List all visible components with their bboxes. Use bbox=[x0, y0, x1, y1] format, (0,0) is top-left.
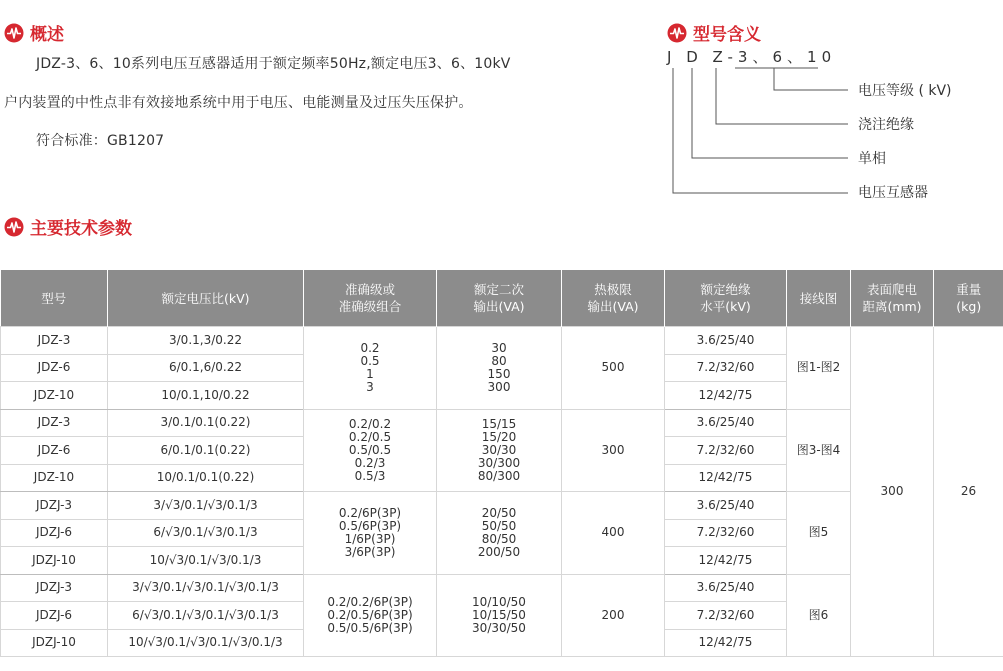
overview-line-1: JDZ-3、6、10系列电压互感器适用于额定频率50Hz,额定电压3、6、10kV bbox=[36, 56, 511, 72]
wiring-cell: 图5 bbox=[787, 492, 851, 575]
model-cell: JDZJ-6 bbox=[1, 602, 108, 630]
model-cell: JDZ-3 bbox=[1, 409, 108, 437]
ratio-cell: 6/√3/0.1/√3/0.1/√3/0.1/3 bbox=[108, 602, 304, 630]
table-header-row bbox=[1, 270, 1003, 327]
wiring-cell: 图3-图4 bbox=[787, 409, 851, 492]
accuracy-cell: 0.2/0.2/6P(3P) 0.2/0.5/6P(3P) 0.5/0.5/6P(3P) bbox=[304, 574, 437, 657]
ratio-cell: 3/√3/0.1/√3/0.1/√3/0.1/3 bbox=[108, 574, 304, 602]
model-cell: JDZ-3 bbox=[1, 327, 108, 355]
overview-line-3: 符合标准：GB1207 bbox=[36, 133, 165, 149]
thermal-cell: 300 bbox=[562, 409, 665, 492]
model-cell: JDZJ-3 bbox=[1, 492, 108, 520]
insulation-cell: 7.2/32/60 bbox=[665, 354, 787, 382]
insulation-cell: 3.6/25/40 bbox=[665, 574, 787, 602]
model-cell: JDZJ-10 bbox=[1, 547, 108, 575]
ratio-cell: 3/0.1,3/0.22 bbox=[108, 327, 304, 355]
overview-line-2: 户内装置的中性点非有效接地系统中用于电压、电能测量及过压失压保护。 bbox=[4, 95, 473, 111]
insulation-cell: 12/42/75 bbox=[665, 547, 787, 575]
insulation-cell: 7.2/32/60 bbox=[665, 437, 787, 465]
weight-cell: 26 bbox=[934, 327, 1003, 657]
model-cell: JDZ-6 bbox=[1, 354, 108, 382]
wiring-cell: 图1-图2 bbox=[787, 327, 851, 410]
ratio-cell: 6/√3/0.1/√3/0.1/3 bbox=[108, 519, 304, 547]
meaning-single-phase: 单相 bbox=[858, 151, 886, 167]
output-cell: 20/50 50/50 80/50 200/50 bbox=[437, 492, 562, 575]
table-row bbox=[1, 327, 1003, 355]
ratio-cell: 10/√3/0.1/√3/0.1/√3/0.1/3 bbox=[108, 629, 304, 657]
accuracy-cell: 0.2/6P(3P) 0.5/6P(3P) 1/6P(3P) 3/6P(3P) bbox=[304, 492, 437, 575]
accuracy-cell: 0.2/0.2 0.2/0.5 0.5/0.5 0.2/3 0.5/3 bbox=[304, 409, 437, 492]
ratio-cell: 6/0.1/0.1(0.22) bbox=[108, 437, 304, 465]
thermal-cell: 500 bbox=[562, 327, 665, 410]
header-weight: 重量 (kg) bbox=[934, 270, 1003, 327]
params-heading-text: 主要技术参数 bbox=[30, 219, 132, 239]
params-heading bbox=[4, 214, 132, 239]
pulse-icon bbox=[4, 217, 24, 237]
meaning-voltage-level: 电压等级 ( kV) bbox=[858, 83, 952, 99]
model-cell: JDZ-6 bbox=[1, 437, 108, 465]
insulation-cell: 3.6/25/40 bbox=[665, 492, 787, 520]
ratio-cell: 6/0.1,6/0.22 bbox=[108, 354, 304, 382]
insulation-cell: 12/42/75 bbox=[665, 629, 787, 657]
accuracy-cell: 0.2 0.5 1 3 bbox=[304, 327, 437, 410]
header-accuracy: 准确级或 准确级组合 bbox=[304, 270, 437, 327]
wiring-cell: 图6 bbox=[787, 574, 851, 657]
model-code: J D Z-3、6、10 bbox=[667, 48, 837, 66]
ratio-cell: 10/0.1/0.1(0.22) bbox=[108, 464, 304, 492]
model-cell: JDZJ-3 bbox=[1, 574, 108, 602]
insulation-cell: 7.2/32/60 bbox=[665, 519, 787, 547]
model-diagram-lines bbox=[0, 0, 1003, 220]
ratio-cell: 3/√3/0.1/√3/0.1/3 bbox=[108, 492, 304, 520]
output-cell: 10/10/50 10/15/50 30/30/50 bbox=[437, 574, 562, 657]
meaning-voltage-transformer: 电压互感器 bbox=[858, 185, 928, 201]
header-ratio: 额定电压比(kV) bbox=[108, 270, 304, 327]
insulation-cell: 3.6/25/40 bbox=[665, 409, 787, 437]
meaning-cast-insulation: 浇注绝缘 bbox=[858, 117, 914, 133]
ratio-cell: 10/0.1,10/0.22 bbox=[108, 382, 304, 410]
creepage-cell: 300 bbox=[851, 327, 934, 657]
thermal-cell: 400 bbox=[562, 492, 665, 575]
model-heading-text: 型号含义 bbox=[693, 25, 761, 45]
insulation-cell: 12/42/75 bbox=[665, 382, 787, 410]
output-cell: 15/15 15/20 30/30 30/300 80/300 bbox=[437, 409, 562, 492]
header-thermal-output: 热极限 输出(VA) bbox=[562, 270, 665, 327]
header-wiring: 接线图 bbox=[787, 270, 851, 327]
model-cell: JDZJ-6 bbox=[1, 519, 108, 547]
insulation-cell: 3.6/25/40 bbox=[665, 327, 787, 355]
header-model: 型号 bbox=[1, 270, 108, 327]
overview-heading-text: 概述 bbox=[30, 25, 64, 45]
model-cell: JDZ-10 bbox=[1, 464, 108, 492]
thermal-cell: 200 bbox=[562, 574, 665, 657]
output-cell: 30 80 150 300 bbox=[437, 327, 562, 410]
header-insulation: 额定绝缘 水平(kV) bbox=[665, 270, 787, 327]
spec-table bbox=[0, 270, 1003, 657]
header-creepage: 表面爬电 距离(mm) bbox=[851, 270, 934, 327]
insulation-cell: 12/42/75 bbox=[665, 464, 787, 492]
model-cell: JDZJ-10 bbox=[1, 629, 108, 657]
header-secondary-output: 额定二次 输出(VA) bbox=[437, 270, 562, 327]
model-cell: JDZ-10 bbox=[1, 382, 108, 410]
ratio-cell: 10/√3/0.1/√3/0.1/3 bbox=[108, 547, 304, 575]
insulation-cell: 7.2/32/60 bbox=[665, 602, 787, 630]
ratio-cell: 3/0.1/0.1(0.22) bbox=[108, 409, 304, 437]
